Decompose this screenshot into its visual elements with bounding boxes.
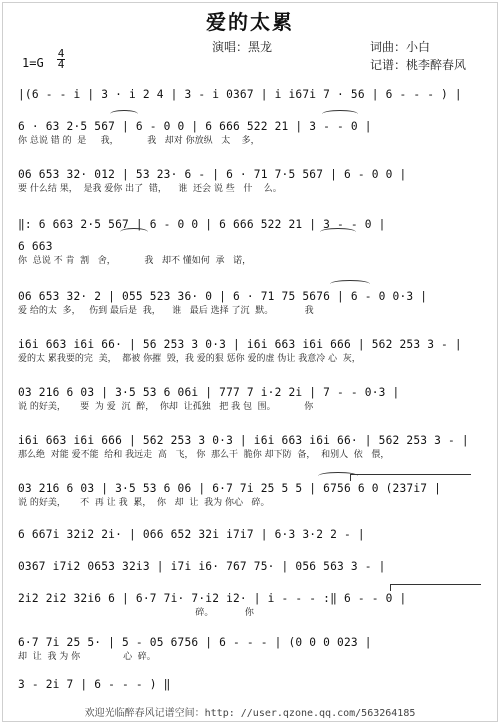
- notes-line-3: 06 653 32· 012 | 53 23· 6 - | 6 · 71 7·5 567 | 6 - 0 0 |: [18, 168, 407, 181]
- score-line-12: [18, 560, 488, 574]
- notes-line-12: 0367 i7i2 0653 32i3 | i7i i6· 767 75· | 056 563 3 - |: [18, 560, 386, 573]
- notes-line-6: 06 653 32· 2 | 055 523 36· 0 | 6 · 71 75 5676 | 6 - 0 0·3 |: [18, 290, 428, 303]
- transcriber-credit: 记谱：桃李醉春风: [370, 58, 467, 72]
- score-line-6: [18, 290, 488, 317]
- singer-credit: 演唱：黑龙: [212, 40, 273, 54]
- lyrics-line-7: 爱的太 累我要的完 美， 都被 你摧 毁，我 爱的狠 惩你 爱的虚 伪让 我意冷 心 灰，: [18, 354, 361, 364]
- lyrics-line-3: 要 什么结 果， 是我 爱你 出了 错， 谁 还会 说 些 什 么。: [18, 184, 282, 194]
- score-line-2: [18, 120, 488, 147]
- score-line-4: [18, 218, 488, 232]
- lyricist-credit: 词曲：小白: [370, 40, 431, 54]
- key-signature: 1=G: [22, 56, 44, 70]
- slur-mark: [330, 280, 370, 288]
- time-signature-bottom: 4: [57, 58, 65, 71]
- score-line-10: [18, 482, 488, 509]
- score-line-7: [18, 338, 488, 365]
- notes-line-2: 6 · 63 2·5 567 | 6 - 0 0 | 6 666 522 21 | 3 - - 0 |: [18, 120, 372, 133]
- score-line-8: [18, 386, 488, 413]
- slur-mark: [322, 110, 358, 118]
- score-line-14: [18, 636, 488, 663]
- score-line-3: [18, 168, 488, 195]
- time-signature: [57, 49, 65, 70]
- lyrics-line-10: 说 的好美， 不 再 让 我 累， 你 却 让 我为 你心 碎。: [18, 498, 270, 508]
- notes-line-14: 6·7 7i 25 5· | 5 - 05 6756 | 6 - - - | (0 0 0 023 |: [18, 636, 372, 649]
- score-line-1: [18, 88, 488, 102]
- lyrics-line-14: 却 让 我 为 你 心 碎。: [18, 652, 156, 662]
- slur-mark: [320, 228, 356, 236]
- notes-line-10: 03 216 6 03 | 3·5 53 6 06 | 6·7 7i 25 5 5 | 6756 6 0 (237i7 |: [18, 482, 442, 495]
- lyrics-line-5: 你 总说 不 肯 割 舍， 我 却不 懂如何 承 诺，: [18, 256, 252, 266]
- notes-line-8: 03 216 6 03 | 3·5 53 6 06i | 777 7 i·2 2i | 7 - - 0·3 |: [18, 386, 400, 399]
- lyrics-line-13: 碎。 你: [18, 608, 254, 618]
- notes-line-11: 6 667i 32i2 2i· | 066 652 32i i7i7 | 6·3 3·2 2 - |: [18, 528, 365, 541]
- score-line-15: [18, 678, 488, 692]
- notes-line-9: i6i 663 i6i 666 | 562 253 3 0·3 | i6i 663 i6i 66· | 562 253 3 - |: [18, 434, 469, 447]
- lyrics-line-9: 那么绝 对能 爱不能 给和 我远走 高 飞， 你 那么干 脆你 却下防 备， 和别人 依 偎，: [18, 450, 390, 460]
- score-line-5: [18, 240, 488, 267]
- time-signature-top: 4: [57, 47, 65, 60]
- slur-mark: [120, 228, 148, 236]
- volta-2-bracket: [390, 584, 481, 591]
- score-line-11: [18, 528, 488, 542]
- score-line-13: [18, 592, 488, 619]
- lyrics-line-2: 你 总说 错 的 是 我， 我 却对 你放纵 太 多，: [18, 136, 260, 146]
- notes-line-13: 2i2 2i2 32i6 6 | 6·7 7i· 7·i2 i2· | i - - - :‖ 6 - - 0 |: [18, 592, 407, 605]
- lyrics-line-6: 爱 给的太 多， 伤到 最后是 我， 谁 最后 选择 了沉 默。 我: [18, 306, 314, 316]
- notes-line-5: 6 663: [18, 240, 53, 253]
- score-line-9: [18, 434, 488, 461]
- lyrics-line-8: 说 的好美， 要 为 爱 沉 醉， 你却 让孤独 把 我 包 围。 你: [18, 402, 314, 412]
- footer-url: 欢迎光临醉春风记谱空间：http: //user.qzone.qq.com/563264185: [84, 708, 416, 719]
- notes-line-7: i6i 663 i6i 66· | 56 253 3 0·3 | i6i 663 i6i 666 | 562 253 3 - |: [18, 338, 462, 351]
- notes-line-1: |(6 - - i | 3 · i 2 4 | 3 - i 0367 | i i67i 7 · 56 | 6 - - - ) |: [18, 88, 462, 101]
- song-title: 爱的太累: [206, 10, 294, 34]
- slur-mark: [110, 110, 138, 118]
- volta-1-bracket: [350, 474, 471, 481]
- slur-mark: [318, 472, 358, 480]
- notes-line-4: ‖: 6 663 2·5 567 | 6 - 0 0 | 6 666 522 21 | 3 - - 0 |: [18, 218, 386, 231]
- notes-line-15: 3 - 2i 7 | 6 - - - ) ‖: [18, 678, 171, 691]
